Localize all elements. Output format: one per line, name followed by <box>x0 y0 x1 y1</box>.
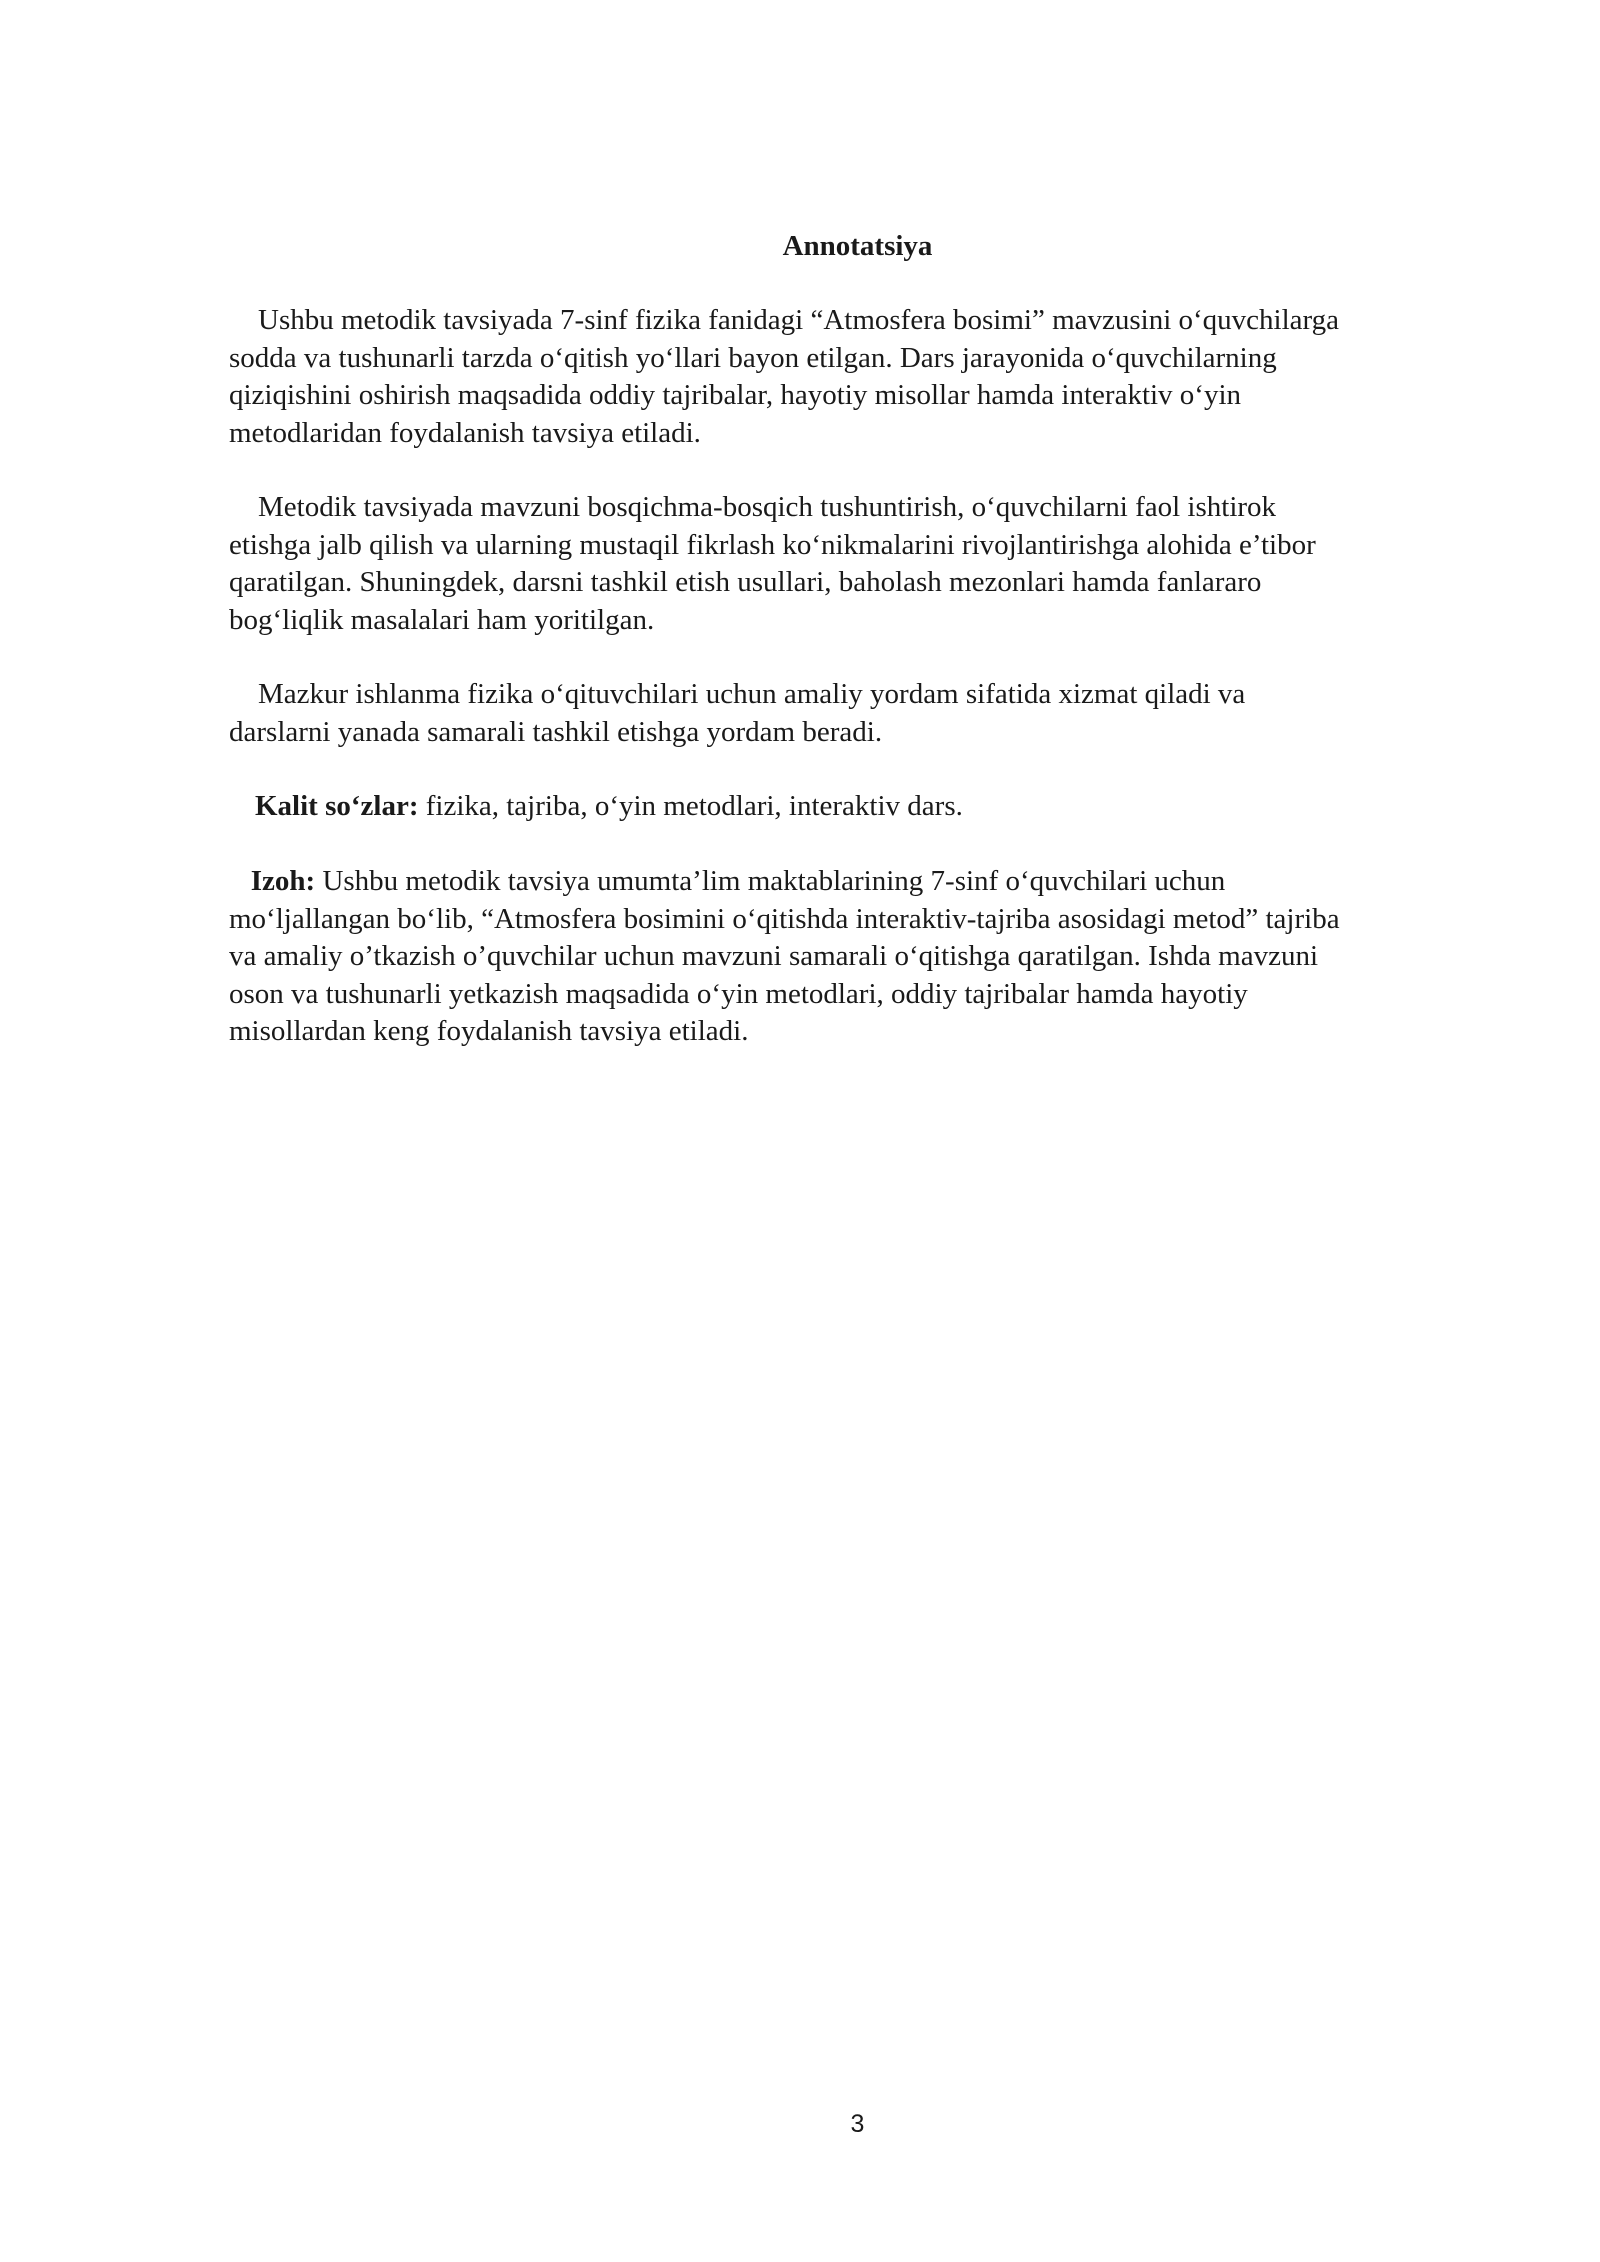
note-label: Izoh: <box>250 865 316 897</box>
paragraph-1 <box>229 302 1339 452</box>
paragraph-line: Mazkur ishlanma fizika o‘qituvchilari uchun amaliy yordam sifatida xizmat qiladi va <box>229 678 1246 710</box>
note-line: va amaliy o’tkazish o’quvchilar uchun mavzuni samarali o‘qitishga qaratilgan. Ishda mavzuni <box>229 940 1319 972</box>
paragraph-2 <box>229 489 1316 639</box>
note-first-line-text: Ushbu metodik tavsiya umumta’lim maktablarining 7-sinf o‘quvchilari uchun <box>315 865 1226 897</box>
paragraph-line: qiziqishini oshirish maqsadida oddiy tajribalar, hayotiy misollar hamda interaktiv o‘yin <box>229 379 1242 411</box>
keywords-label: Kalit so‘zlar: <box>255 790 419 822</box>
paragraph-line: Metodik tavsiyada mavzuni bosqichma-bosqich tushuntirish, o‘quvchilarni faol ishtirok <box>229 491 1277 523</box>
paragraph-line: Ushbu metodik tavsiyada 7-sinf fizika fanidagi “Atmosfera bosimi” mavzusini o‘quvchilarga <box>229 304 1340 336</box>
paragraph-line: metodlaridan foydalanish tavsiya etiladi. <box>229 416 701 449</box>
keywords-text: fizika, tajriba, o‘yin metodlari, interaktiv dars. <box>418 790 963 822</box>
page-number: 3 <box>850 2110 865 2138</box>
paragraph-line: bog‘liqlik masalalari ham yoritilgan. <box>229 603 655 636</box>
paragraph-line: qaratilgan. Shuningdek, darsni tashkil etish usullari, baholash mezonlari hamda fanlararo <box>229 566 1262 598</box>
paragraph-3 <box>229 676 1245 751</box>
paragraph-line: sodda va tushunarli tarzda o‘qitish yo‘llari bayon etilgan. Dars jarayonida o‘quvchilarning <box>229 341 1277 374</box>
note-first-line <box>229 863 1340 901</box>
page-title: Annotatsiya <box>782 230 933 262</box>
note-line: mo‘ljallangan bo‘lib, “Atmosfera bosimini o‘qitishda interaktiv-tajriba asosidagi metod” tajriba <box>229 902 1340 935</box>
note-line: oson va tushunarli yetkazish maqsadida o‘yin metodlari, oddiy tajribalar hamda hayotiy <box>229 977 1248 1010</box>
keywords <box>255 788 963 826</box>
paragraph-line: etishga jalb qilish va ularning mustaqil fikrlash ko‘nikmalarini rivojlantirishga alohida e’tibor <box>229 528 1316 561</box>
note <box>229 863 1340 1051</box>
paragraph-line: darslarni yanada samarali tashkil etishga yordam beradi. <box>229 715 883 748</box>
note-line: misollardan keng foydalanish tavsiya etiladi. <box>229 1015 749 1047</box>
